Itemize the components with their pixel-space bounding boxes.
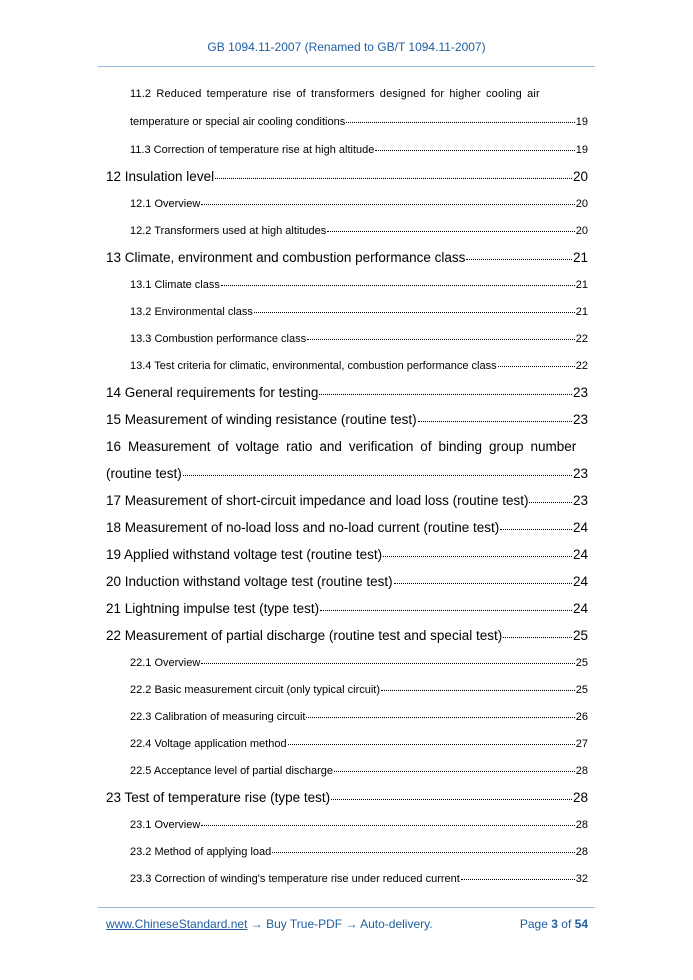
toc-page-number: 25 <box>575 657 588 669</box>
toc-entry-text: 12.1 Overview <box>130 198 201 210</box>
dot-leader <box>215 178 572 179</box>
dot-leader <box>498 366 575 367</box>
toc-entry-text: 16 Measurement of voltage ratio and verification of binding group number <box>106 439 577 454</box>
toc-page-number: 25 <box>575 684 588 696</box>
page-indicator <box>520 917 588 931</box>
toc-entry-22-1[interactable] <box>130 657 588 669</box>
footer-promo <box>106 917 433 931</box>
toc-entry-23[interactable] <box>106 790 588 805</box>
toc-page-number: 23 <box>572 385 588 400</box>
toc-page-number: 23 <box>572 466 588 481</box>
toc-entry-16[interactable] <box>106 439 588 454</box>
toc-entry-text: 13.4 Test criteria for climatic, environmental, combustion performance class <box>130 360 497 372</box>
toc-entry-text: 23.1 Overview <box>130 819 201 831</box>
toc-entry-text: 13.1 Climate class <box>130 279 220 291</box>
toc-page-number: 27 <box>575 738 588 750</box>
footer-promo-text: → Buy True-PDF → Auto-delivery. <box>247 917 433 931</box>
dot-leader <box>201 825 574 826</box>
toc-page-number: 23 <box>572 412 588 427</box>
dot-leader <box>319 394 572 395</box>
toc-entry-11-3[interactable] <box>130 144 588 156</box>
toc-entry-text: 22.4 Voltage application method <box>130 738 287 750</box>
toc-page-number: 19 <box>575 116 588 128</box>
dot-leader <box>381 690 575 691</box>
dot-leader <box>254 312 575 313</box>
toc-entry-18[interactable] <box>106 520 588 535</box>
dot-leader <box>201 204 574 205</box>
dot-leader <box>331 799 572 800</box>
toc-entry-22[interactable] <box>106 628 588 643</box>
dot-leader <box>221 285 575 286</box>
toc-page-number: 23 <box>572 493 588 508</box>
toc-page-number: 20 <box>575 198 588 210</box>
toc-entry-13-3[interactable] <box>130 333 588 345</box>
page-word: Page <box>519 917 548 931</box>
toc-page-number: 19 <box>575 144 588 156</box>
toc-page-number: 22 <box>575 333 588 345</box>
toc-page-number: 26 <box>575 711 588 723</box>
dot-leader <box>394 583 572 584</box>
current-page-number: 3 <box>551 917 558 931</box>
toc-entry-text: 13 Climate, environment and combustion performance class <box>106 250 466 265</box>
dot-leader <box>418 421 572 422</box>
dot-leader <box>529 502 572 503</box>
dot-leader <box>500 529 572 530</box>
toc-entry-13-1[interactable] <box>130 279 588 291</box>
toc-page-number: 20 <box>572 169 588 184</box>
dot-leader <box>307 339 575 340</box>
dot-leader <box>320 610 572 611</box>
page-footer <box>106 917 588 931</box>
toc-entry-text: 22.2 Basic measurement circuit (only typical circuit) <box>130 684 381 696</box>
toc-entry-22-3[interactable] <box>130 711 588 723</box>
dot-leader <box>272 852 574 853</box>
toc-page-number: 22 <box>575 360 588 372</box>
toc-page-number: 24 <box>572 574 588 589</box>
toc-entry-text: 17 Measurement of short-circuit impedance and load loss (routine test) <box>106 493 529 508</box>
toc-page-number: 28 <box>575 846 588 858</box>
toc-page-number: 28 <box>575 819 588 831</box>
dot-leader <box>346 122 575 123</box>
toc-page-number: 20 <box>575 225 588 237</box>
toc-page-number: 24 <box>572 601 588 616</box>
toc-page-number: 21 <box>575 306 588 318</box>
toc-entry-14[interactable] <box>106 385 588 400</box>
toc-entry-text: 21 Lightning impulse test (type test) <box>106 601 320 616</box>
toc-entry-text: 20 Induction withstand voltage test (routine test) <box>106 574 393 589</box>
toc-entry-text: 12 Insulation level <box>106 169 215 184</box>
toc-entry-text: 23.3 Correction of winding's temperature rise under reduced current <box>130 873 460 885</box>
toc-entry-13-4[interactable] <box>130 360 588 372</box>
toc-entry-text: temperature or special air cooling conditions <box>130 116 346 128</box>
dot-leader <box>383 556 572 557</box>
dot-leader <box>503 637 572 638</box>
toc-entry-text: 15 Measurement of winding resistance (routine test) <box>106 412 417 427</box>
toc-entry-23-1[interactable] <box>130 819 588 831</box>
toc-entry-13[interactable] <box>106 250 588 265</box>
toc-entry-22-4[interactable] <box>130 738 588 750</box>
toc-entry-text: 23 Test of temperature rise (type test) <box>106 790 331 805</box>
toc-entry-text: 13.3 Combustion performance class <box>130 333 307 345</box>
toc-entry-text: 12.2 Transformers used at high altitudes <box>130 225 327 237</box>
toc-entry-17[interactable] <box>106 493 588 508</box>
toc-entry-15[interactable] <box>106 412 588 427</box>
toc-entry-21[interactable] <box>106 601 588 616</box>
toc-entry-text: 14 General requirements for testing <box>106 385 319 400</box>
total-pages: 54 <box>574 917 588 931</box>
toc-page-number: 28 <box>572 790 588 805</box>
toc-page-number: 21 <box>572 250 588 265</box>
toc-entry-11-2-cont[interactable] <box>130 116 588 128</box>
dot-leader <box>375 150 574 151</box>
toc-entry-23-3[interactable] <box>130 873 588 885</box>
dot-leader <box>327 231 574 232</box>
toc-entry-text: 23.2 Method of applying load <box>130 846 272 858</box>
toc-entry-text: 22.1 Overview <box>130 657 201 669</box>
toc-entry-text: 18 Measurement of no-load loss and no-load current (routine test) <box>106 520 500 535</box>
toc-entry-text: 11.2 Reduced temperature rise of transformers designed for higher cooling air <box>130 88 540 100</box>
toc-entry-12[interactable] <box>106 169 588 184</box>
toc-entry-20[interactable] <box>106 574 588 589</box>
footer-divider <box>98 907 595 908</box>
toc-entry-text: 22.3 Calibration of measuring circuit <box>130 711 306 723</box>
toc-entry-13-2[interactable] <box>130 306 588 318</box>
dot-leader <box>288 744 575 745</box>
toc-entry-11-2[interactable] <box>130 88 588 100</box>
toc-entry-19[interactable] <box>106 547 588 562</box>
toc-entry-22-2[interactable] <box>130 684 588 696</box>
dot-leader <box>183 475 572 476</box>
toc-page-number: 24 <box>572 520 588 535</box>
toc-page-number: 21 <box>575 279 588 291</box>
toc-entry-text: 22 Measurement of partial discharge (routine test and special test) <box>106 628 503 643</box>
toc-entry-text: (routine test) <box>106 466 182 481</box>
toc-entry-16-cont[interactable] <box>106 466 588 481</box>
toc-entry-text: 19 Applied withstand voltage test (routine test) <box>106 547 383 562</box>
toc-entry-12-2[interactable] <box>130 225 588 237</box>
toc-page-number: 28 <box>575 765 588 777</box>
of-word: of <box>561 917 572 931</box>
toc-page-number: 25 <box>572 628 588 643</box>
page-header-title: GB 1094.11-2007 (Renamed to GB/T 1094.11-2007) <box>207 40 486 54</box>
toc-entry-text: 22.5 Acceptance level of partial discharge <box>130 765 334 777</box>
dot-leader <box>466 259 572 260</box>
dot-leader <box>334 771 575 772</box>
toc-entry-12-1[interactable] <box>130 198 588 210</box>
header-divider <box>98 66 595 67</box>
dot-leader <box>201 663 574 664</box>
website-link[interactable]: www.ChineseStandard.net <box>106 917 248 931</box>
dot-leader <box>461 879 575 880</box>
toc-entry-23-2[interactable] <box>130 846 588 858</box>
dot-leader <box>306 717 574 718</box>
toc-entry-text: 11.3 Correction of temperature rise at high altitude <box>130 144 375 156</box>
toc-page-number: 32 <box>575 873 588 885</box>
toc-entry-text: 13.2 Environmental class <box>130 306 253 318</box>
toc-page-number: 24 <box>572 547 588 562</box>
toc-entry-22-5[interactable] <box>130 765 588 777</box>
